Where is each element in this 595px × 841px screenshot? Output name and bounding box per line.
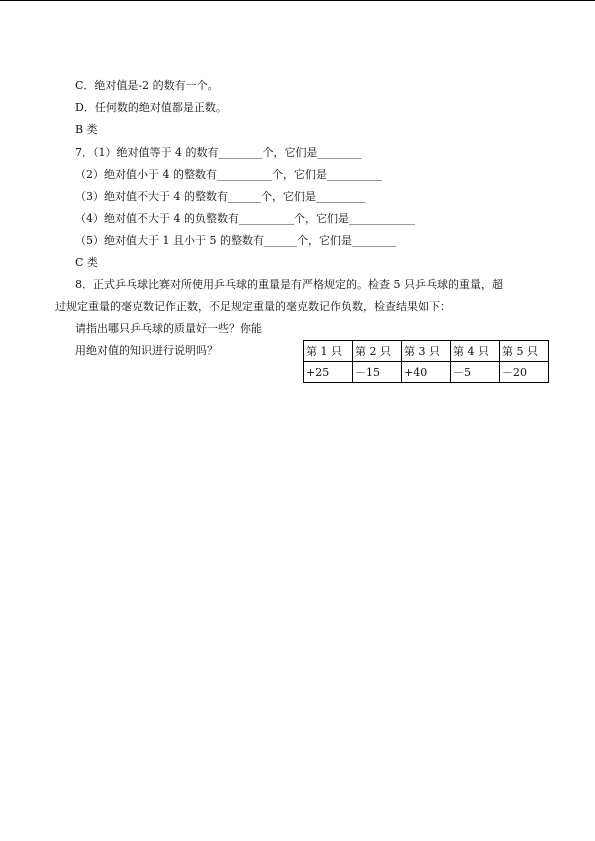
question-7-part-5: （5）绝对值大于 1 且小于 5 的整数有______个，它们是________	[75, 234, 396, 247]
table-header-cell: 第 1 只	[304, 341, 353, 362]
question-8-line-3: 请指出哪只乒乓球的质量好一些？你能	[75, 322, 262, 335]
ping-pong-weight-table	[303, 340, 549, 383]
section-c-heading: C 类	[75, 256, 98, 269]
question-7-part-1: 7．（1）绝对值等于 4 的数有________个，它们是________	[75, 146, 362, 159]
option-c-text: C．绝对值是-2 的数有一个。	[75, 79, 219, 92]
option-d-text: D．任何数的绝对值都是正数。	[75, 101, 227, 114]
table-value-cell: －15	[353, 362, 402, 383]
table-value-cell: +25	[304, 362, 353, 383]
table-value-row	[304, 362, 549, 383]
question-8-line-2: 过规定重量的毫克数记作正数，不足规定重量的毫克数记作负数，检查结果如下：	[55, 300, 451, 313]
table-header-cell: 第 3 只	[402, 341, 451, 362]
question-7-part-2: （2）绝对值小于 4 的整数有__________个，它们是__________	[75, 168, 382, 181]
page-top-rule	[0, 0, 595, 1]
table-header-row	[304, 341, 549, 362]
section-b-heading: B 类	[75, 123, 98, 136]
table-header-cell: 第 2 只	[353, 341, 402, 362]
table-value-cell: －5	[451, 362, 500, 383]
question-8-line-4: 用绝对值的知识进行说明吗？	[75, 344, 218, 357]
table-header-cell: 第 4 只	[451, 341, 500, 362]
question-8-line-1: 8．正式乒乓球比赛对所使用乒乓球的重量是有严格规定的。检查 5 只乒乓球的重量，超	[75, 278, 503, 291]
question-7-part-4: （4）绝对值不大于 4 的负整数有__________个，它们是____________	[75, 212, 415, 225]
table-value-cell: +40	[402, 362, 451, 383]
table-value-cell: －20	[500, 362, 549, 383]
table-header-cell: 第 5 只	[500, 341, 549, 362]
question-7-part-3: （3）绝对值不大于 4 的整数有______个，它们是_________	[75, 190, 366, 203]
